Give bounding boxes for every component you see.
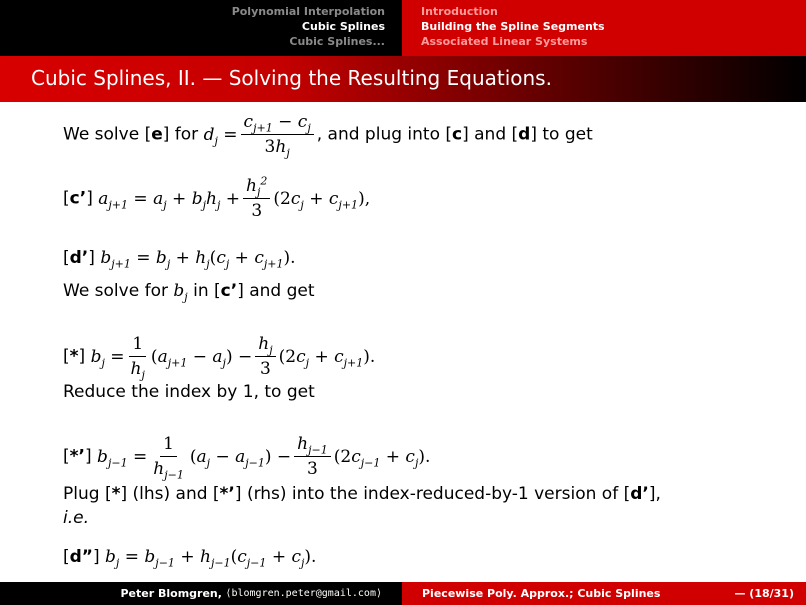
nav-section-cubic-splines[interactable]: Cubic Splines <box>301 20 385 33</box>
section-nav <box>0 0 402 56</box>
footer-email: ⟨blomgren.peter@gmail.com⟩ <box>225 588 382 599</box>
nav-subsection-building-segments[interactable]: Building the Spline Segments <box>421 20 605 33</box>
footer-author: Peter Blomgren, <box>120 587 222 600</box>
eq-label: c’ <box>69 188 87 209</box>
equation-star: [*] $b_j$ = $\frac{1}{h_j}$ $(a_{j+1} - a_j)$ − $\frac{h_j}{3}$ $(2c_j + c_{j+1})$. <box>63 334 376 382</box>
equation-c-prime: [c’] $a_{j+1} = a_j + b_jh_j$ + $\frac{h_j^2}{3}$ $(2c_j + c_{j+1})$, <box>63 174 371 221</box>
text-line-solve-bj: We solve for $b_j$ in [c’] and get <box>63 281 315 304</box>
frame-title-bar <box>0 56 806 102</box>
text: We solve for <box>63 281 168 301</box>
text: in [ <box>193 281 221 301</box>
eq-label: *’ <box>69 446 85 467</box>
nav-section-cubic-splines-cont[interactable]: Cubic Splines... <box>289 35 385 48</box>
ref-star-prime: *’ <box>219 484 235 504</box>
text-line-ie <box>63 508 89 528</box>
text: ] and [ <box>462 124 519 145</box>
text-line-solve-e <box>63 112 593 160</box>
subsection-nav <box>402 0 806 56</box>
ref-star: * <box>111 484 121 504</box>
ref-d: d <box>518 124 531 145</box>
ref-e: e <box>151 124 163 145</box>
equation-d-prime: [d’] $b_{j+1} = b_j + h_j(c_j + c_{j+1})$. <box>63 248 296 271</box>
frame-title: Cubic Splines, II. — Solving the Resulting Equations. <box>31 66 552 90</box>
nav-section-polynomial-interpolation[interactable]: Polynomial Interpolation <box>231 5 385 18</box>
ref-c-prime: c’ <box>220 281 238 301</box>
text-line-reduce-index <box>63 382 315 402</box>
eq-label: d’ <box>69 248 89 268</box>
text: Plug [ <box>63 484 112 504</box>
fraction-dj: $\frac{c_{j+1} - c_j}{3h_j}$ <box>241 112 314 157</box>
text-line-plug <box>63 484 661 504</box>
text: ] (rhs) into the index-reduced-by-1 version of [ <box>234 484 631 504</box>
text: We solve [ <box>63 124 152 145</box>
equation-star-prime: [*’] $b_{j-1}$ = $\frac{1}{h_{j-1}}$ $(a_j - a_{j-1})$ − $\frac{h_{j-1}}{3}$ $(2c_{j-1} + c_j)$. <box>63 434 431 482</box>
footer-talk-title: Piecewise Poly. Approx.; Cubic Splines <box>422 587 661 600</box>
text: , and plug into [ <box>316 124 453 145</box>
text: ] to get <box>530 124 593 145</box>
ref-c: c <box>452 124 463 145</box>
math-dj: $d_j$ = <box>203 124 238 147</box>
eq-label: * <box>69 346 79 367</box>
equation-d-double-prime: [d”] $b_j = b_{j-1} + h_{j-1}(c_{j-1} + c_j)$. <box>63 547 317 570</box>
eq-label: d” <box>69 547 93 567</box>
footer-talk-area <box>402 582 806 605</box>
navigation-bar <box>0 0 806 56</box>
footer-page-number: — (18/31) <box>734 587 794 600</box>
text: ] for <box>162 124 204 145</box>
text: ], <box>648 484 661 504</box>
nav-subsection-linear-systems[interactable]: Associated Linear Systems <box>421 35 588 48</box>
text: ] and get <box>237 281 315 301</box>
text: i.e. <box>63 508 89 528</box>
nav-subsection-introduction[interactable]: Introduction <box>421 5 498 18</box>
text: ] (lhs) and [ <box>120 484 220 504</box>
ref-d-prime: d’ <box>630 484 649 504</box>
footer-bar <box>0 582 806 605</box>
footer-author-area <box>0 582 402 605</box>
text: Reduce the index by 1, to get <box>63 382 315 402</box>
